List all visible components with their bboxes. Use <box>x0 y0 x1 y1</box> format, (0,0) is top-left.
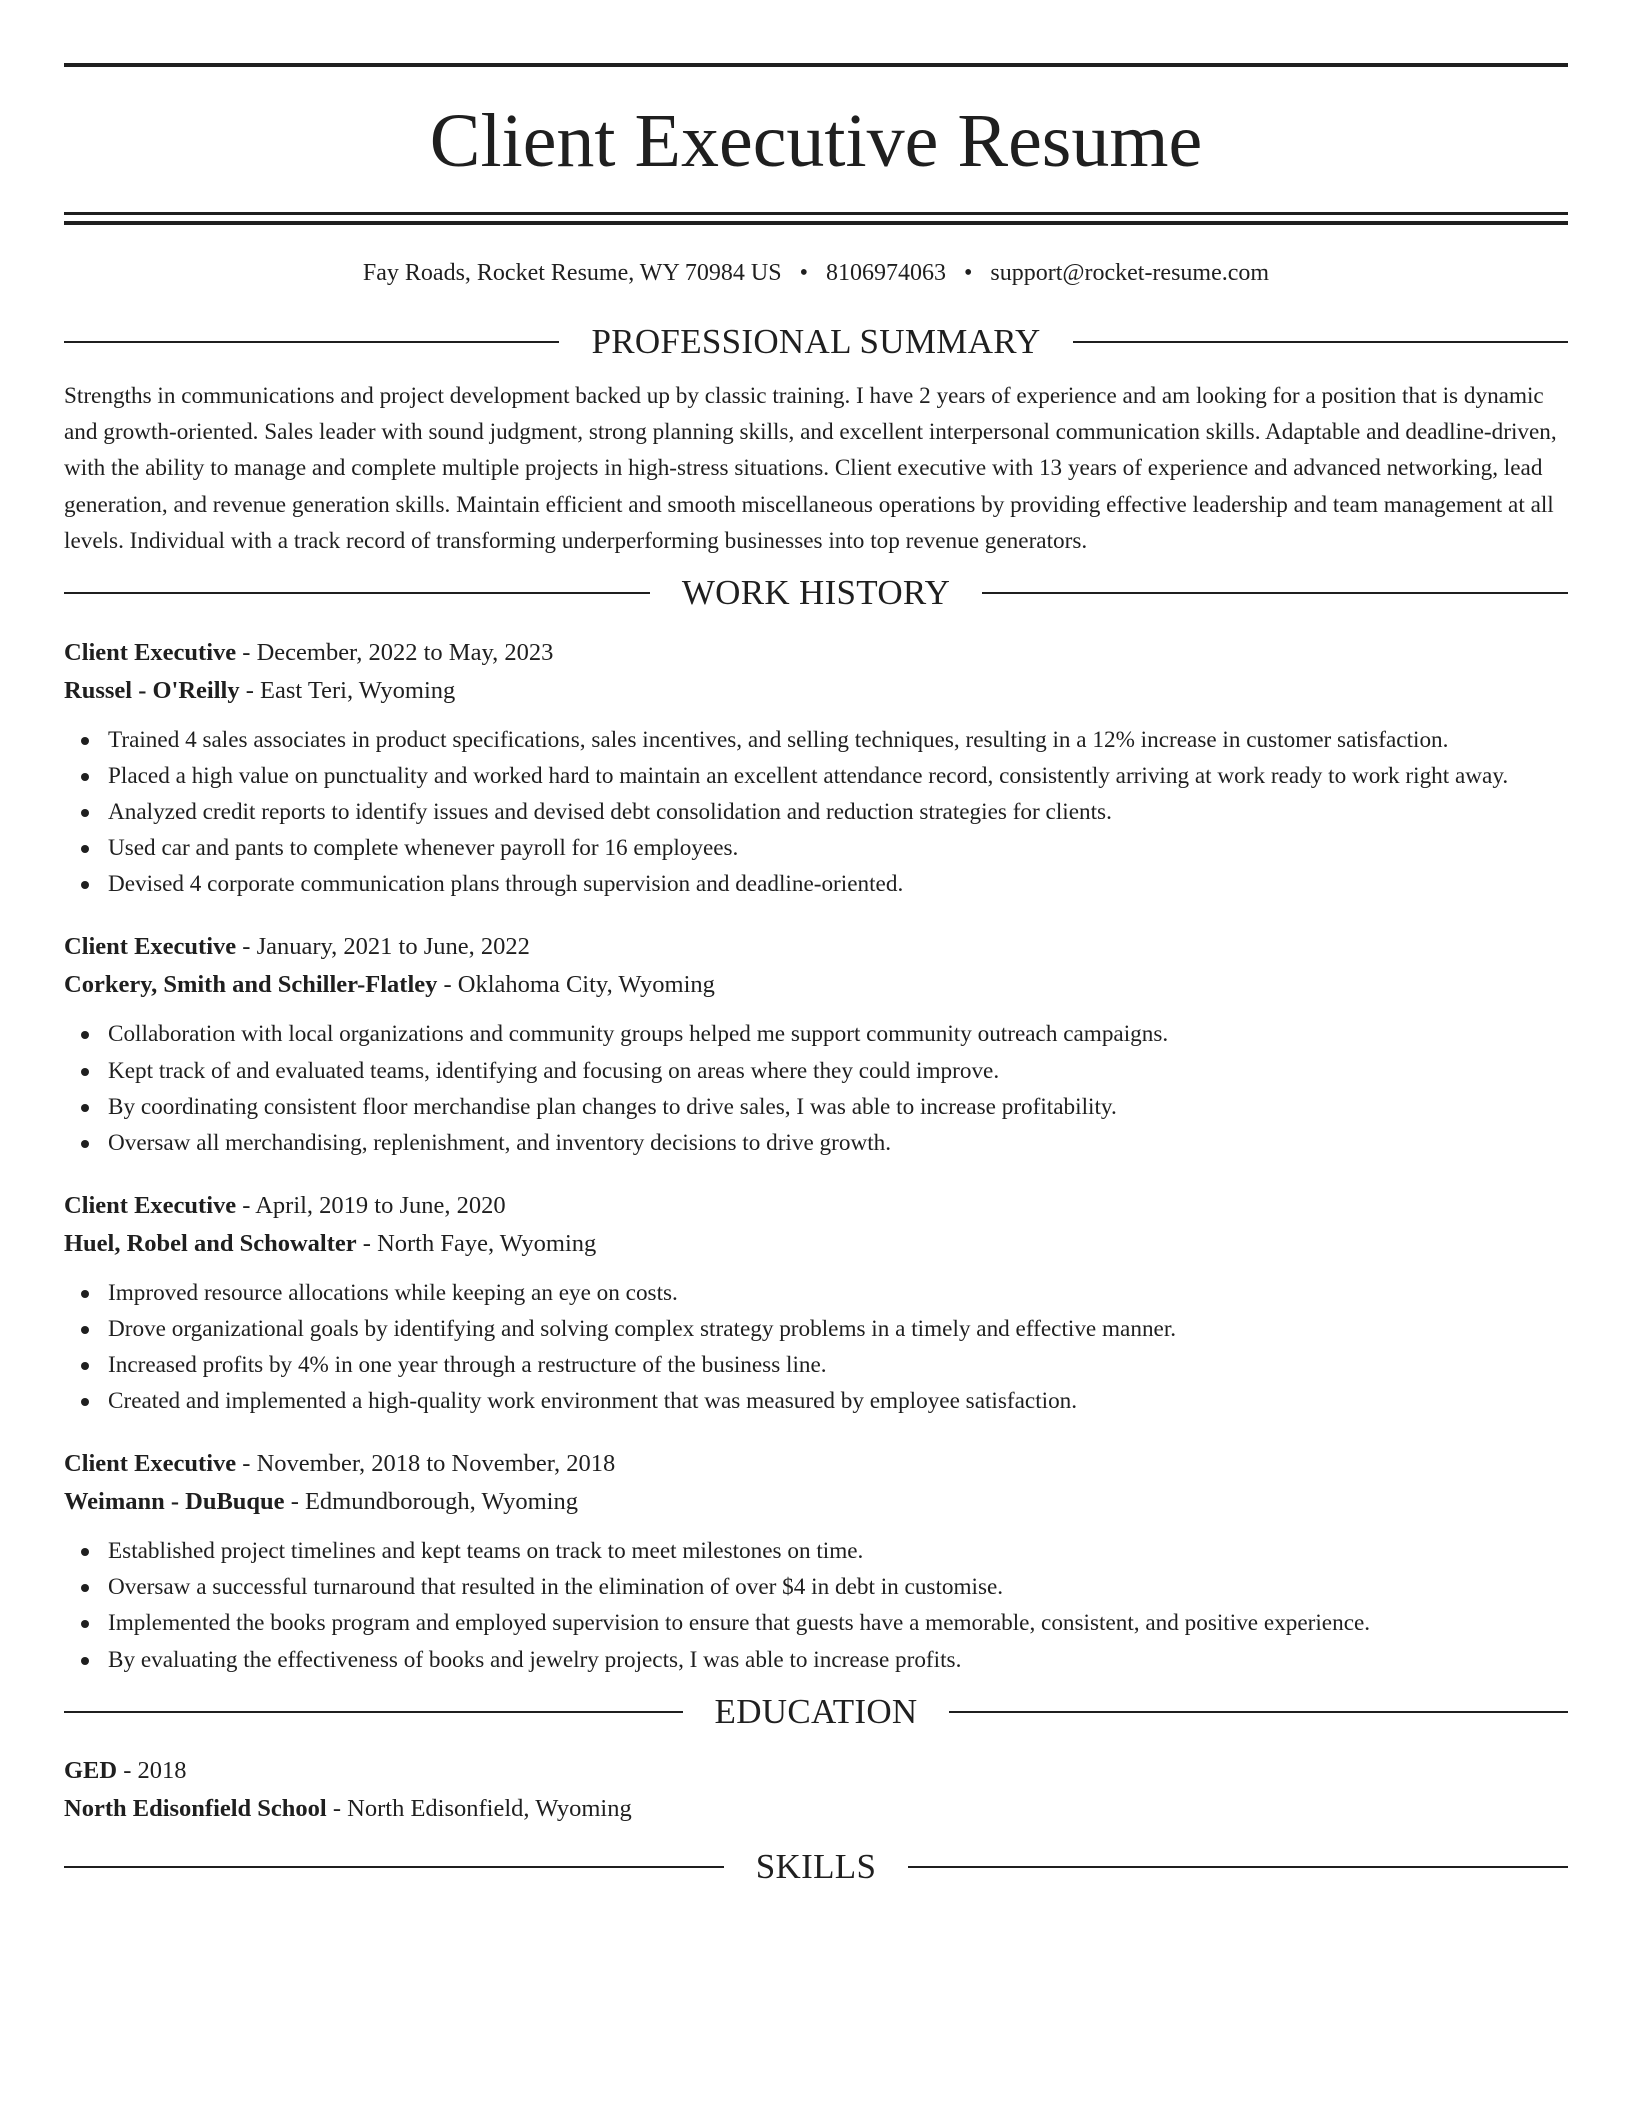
section-rule <box>982 592 1568 594</box>
job-bullet: Oversaw all merchandising, replenishment, and inventory decisions to drive growth. <box>64 1125 1568 1161</box>
job-title-line <box>64 1445 1568 1483</box>
education-degree: GED <box>64 1756 118 1784</box>
contact-email[interactable]: support@rocket-resume.com <box>990 260 1270 286</box>
contact-line <box>64 259 1568 287</box>
job-location: - East Teri, Wyoming <box>239 677 456 705</box>
section-rule <box>1073 341 1568 343</box>
job-bullet: Used car and pants to complete whenever payroll for 16 employees. <box>64 830 1568 866</box>
job-bullet: By coordinating consistent floor merchandise plan changes to drive sales, I was able to increase profitability. <box>64 1089 1568 1125</box>
contact-phone[interactable]: 8106974063 <box>825 260 946 286</box>
job-bullet: Created and implemented a high-quality work environment that was measured by employee satisfaction. <box>64 1383 1568 1419</box>
education-year: - 2018 <box>117 1756 187 1784</box>
job-bullet: Improved resource allocations while keeping an eye on costs. <box>64 1275 1568 1311</box>
job-company: Weimann - DuBuque <box>64 1488 285 1516</box>
job-company: Corkery, Smith and Schiller-Flatley <box>64 971 438 999</box>
job-dates: - November, 2018 to November, 2018 <box>236 1450 616 1478</box>
job-company: Russel - O'Reilly <box>64 677 240 705</box>
education-location: - North Edisonfield, Wyoming <box>326 1794 632 1822</box>
job-bullet-list <box>64 1016 1568 1160</box>
section-header-summary <box>64 322 1568 362</box>
job-title-line <box>64 928 1568 966</box>
job-title: Client Executive <box>64 933 237 961</box>
section-header-education <box>64 1692 1568 1732</box>
job-dates: - January, 2021 to June, 2022 <box>236 933 530 961</box>
contact-separator: • <box>799 260 808 286</box>
section-title-summary: PROFESSIONAL SUMMARY <box>591 322 1041 361</box>
job-company-line <box>64 1225 1568 1263</box>
section-title-work-history: WORK HISTORY <box>681 573 951 613</box>
job-location: - Oklahoma City, Wyoming <box>437 971 715 999</box>
job-entry <box>64 1445 1568 1677</box>
education-school-line <box>64 1790 1568 1828</box>
top-rule <box>64 63 1568 67</box>
job-bullet: Oversaw a successful turnaround that resulted in the elimination of over $4 in debt in customise. <box>64 1569 1568 1605</box>
job-company: Huel, Robel and Schowalter <box>64 1229 357 1257</box>
section-rule <box>64 341 559 343</box>
job-bullet: Kept track of and evaluated teams, identifying and focusing on areas where they could improve. <box>64 1053 1568 1089</box>
resume-title: Client Executive Resume <box>429 99 1203 183</box>
job-entry <box>64 1187 1568 1419</box>
job-bullet-list <box>64 722 1568 902</box>
job-bullet: Established project timelines and kept teams on track to meet milestones on time. <box>64 1533 1568 1569</box>
section-rule <box>64 1711 683 1713</box>
job-bullet: Drove organizational goals by identifying and solving complex strategy problems in a timely and effective manner. <box>64 1311 1568 1347</box>
section-title-skills: SKILLS <box>755 1846 877 1886</box>
section-rule <box>908 1866 1568 1868</box>
education-school: North Edisonfield School <box>64 1794 327 1822</box>
job-title: Client Executive <box>64 639 237 667</box>
job-bullet: Analyzed credit reports to identify issues and devised debt consolidation and reduction strategies for clients. <box>64 794 1568 830</box>
job-location: - Edmundborough, Wyoming <box>284 1488 578 1516</box>
contact-separator: • <box>963 260 973 286</box>
section-header-work-history <box>64 573 1568 613</box>
section-header-skills <box>64 1847 1568 1887</box>
title-double-rule <box>64 212 1568 225</box>
job-entry <box>64 928 1568 1160</box>
contact-address: Fay Roads, Rocket Resume, WY 70984 US <box>362 260 782 286</box>
job-bullet: By evaluating the effectiveness of books and jewelry projects, I was able to increase profits. <box>64 1642 1568 1678</box>
job-company-line <box>64 1483 1568 1521</box>
summary-text: Strengths in communications and project development backed up by classic training. I have 2 years of experience and am looking for a position that is dynamic and growth-oriented. Sales leader with sound judgment, strong planning skills, and excellent interpersonal communication skills. Adaptable and deadline-driven, with the ability to manage and complete multiple projects in high-stress situations. Client executive with 13 years of experience and advanced networking, lead generation, and revenue generation skills. Maintain efficient and smooth miscellaneous operations by providing effective leadership and team management at all levels. Individual with a track record of transforming underperforming businesses into top revenue generators. <box>64 383 1557 554</box>
section-title-education: EDUCATION <box>714 1691 918 1731</box>
job-location: - North Faye, Wyoming <box>356 1229 597 1257</box>
education-entry <box>64 1752 1568 1828</box>
job-company-line <box>64 672 1568 710</box>
job-title: Client Executive <box>64 1191 237 1219</box>
job-bullet: Trained 4 sales associates in product specifications, sales incentives, and selling techniques, resulting in a 12% increase in customer satisfaction. <box>64 722 1568 758</box>
job-bullet: Collaboration with local organizations and community groups helped me support community outreach campaigns. <box>64 1016 1568 1052</box>
job-company-line <box>64 966 1568 1004</box>
section-rule <box>64 1866 724 1868</box>
job-bullet: Increased profits by 4% in one year through a restructure of the business line. <box>64 1347 1568 1383</box>
job-entry <box>64 634 1568 902</box>
job-bullet: Implemented the books program and employed supervision to ensure that guests have a memorable, consistent, and positive experience. <box>64 1605 1568 1641</box>
section-rule <box>949 1711 1568 1713</box>
job-bullet-list <box>64 1275 1568 1419</box>
education-degree-line <box>64 1752 1568 1790</box>
job-title-line <box>64 634 1568 672</box>
job-title-line <box>64 1187 1568 1225</box>
job-bullet: Devised 4 corporate communication plans through supervision and deadline-oriented. <box>64 866 1568 902</box>
job-bullet-list <box>64 1533 1568 1677</box>
job-title: Client Executive <box>64 1450 237 1478</box>
job-bullet: Placed a high value on punctuality and worked hard to maintain an excellent attendance record, consistently arriving at work ready to work right away. <box>64 758 1568 794</box>
section-rule <box>64 592 650 594</box>
job-dates: - April, 2019 to June, 2020 <box>236 1191 506 1219</box>
job-dates: - December, 2022 to May, 2023 <box>236 639 554 667</box>
